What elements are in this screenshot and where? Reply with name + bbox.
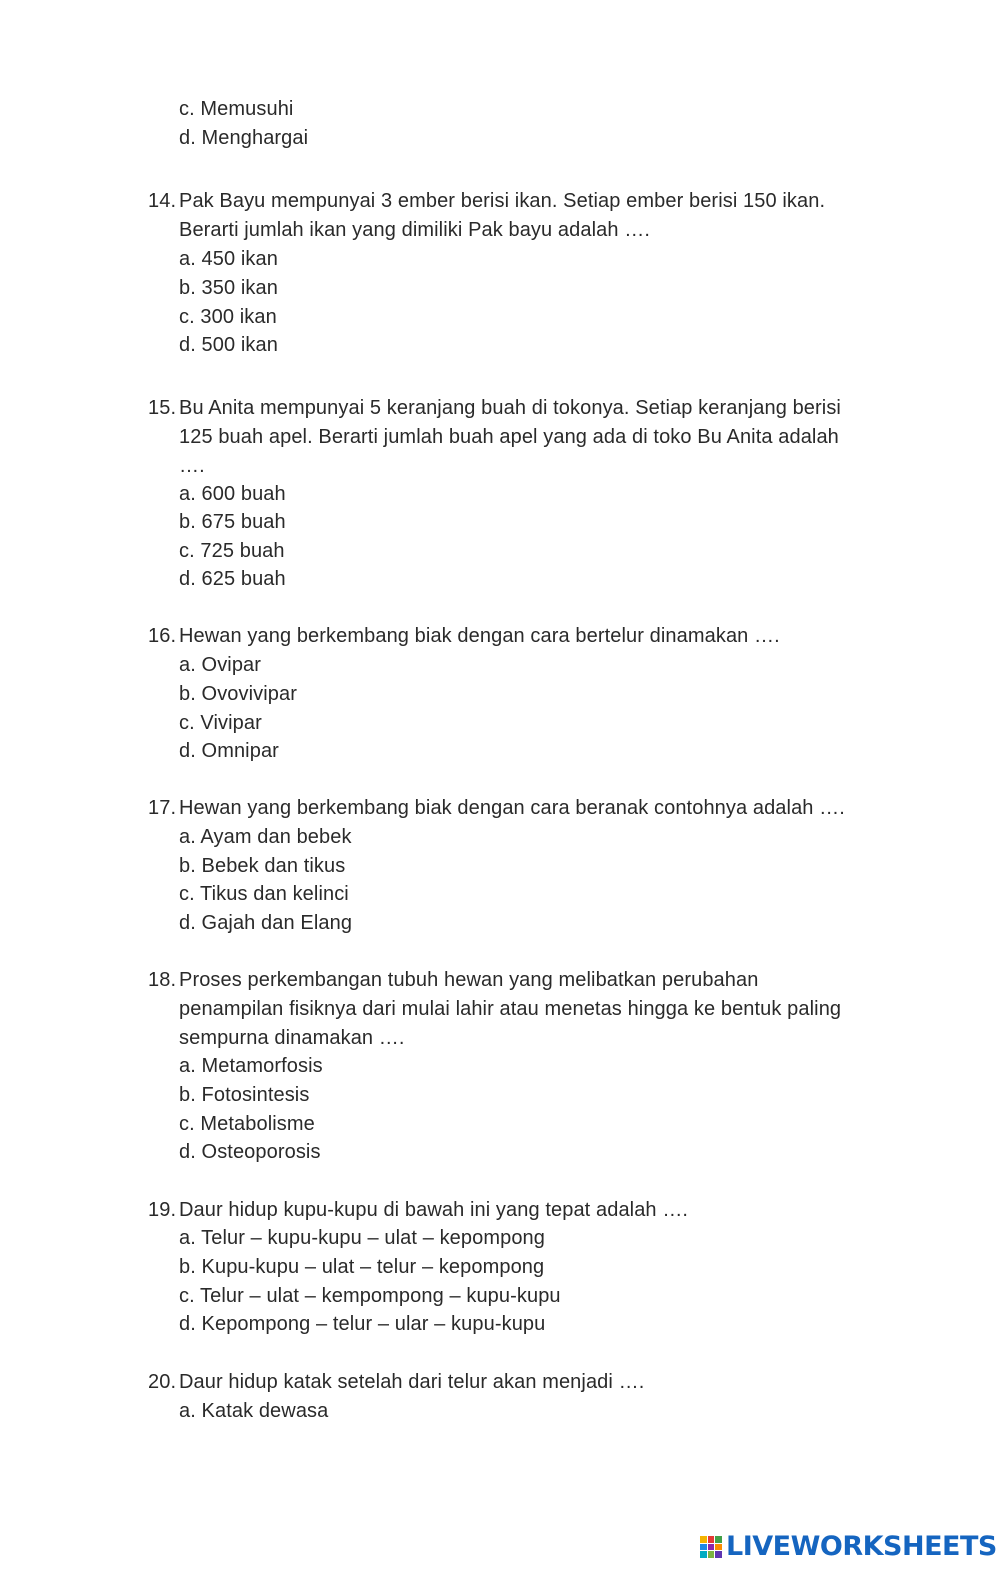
q20-text-line-1: Daur hidup katak setelah dari telur akan menjadi …. — [179, 1371, 645, 1393]
q17-text-line-1: Hewan yang berkembang biak dengan cara beranak contohnya adalah …. — [179, 797, 845, 819]
q13-option-d: d. Menghargai — [179, 127, 309, 149]
q15-option-a: a. 600 buah — [179, 483, 286, 505]
q19-number: 19. — [148, 1199, 177, 1221]
q19-option-a: a. Telur – kupu-kupu – ulat – kepompong — [179, 1227, 545, 1249]
q19-option-d: d. Kepompong – telur – ular – kupu-kupu — [179, 1313, 546, 1335]
q16-text-line-1: Hewan yang berkembang biak dengan cara bertelur dinamakan …. — [179, 625, 780, 647]
q14-number: 14. — [148, 190, 177, 212]
q16-option-d: d. Omnipar — [179, 740, 279, 762]
q14-option-d: d. 500 ikan — [179, 334, 278, 356]
q18-option-d: d. Osteoporosis — [179, 1141, 321, 1163]
q17-option-a: a. Ayam dan bebek — [179, 826, 352, 848]
q17-option-d: d. Gajah dan Elang — [179, 912, 353, 934]
q19-option-c: c. Telur – ulat – kempompong – kupu-kupu — [179, 1285, 561, 1307]
brand-text: LIVEWORKSHEETS — [726, 1531, 997, 1562]
q18-number: 18. — [148, 969, 177, 991]
logo-square — [708, 1536, 715, 1543]
q14-option-a: a. 450 ikan — [179, 248, 278, 270]
logo-square — [708, 1551, 715, 1558]
q18-option-c: c. Metabolisme — [179, 1113, 315, 1135]
q15-text-line-3: …. — [179, 455, 205, 477]
logo-square — [700, 1551, 707, 1558]
q15-option-b: b. 675 buah — [179, 511, 286, 533]
q16-option-a: a. Ovipar — [179, 654, 262, 676]
liveworksheets-brand[interactable] — [700, 1533, 997, 1561]
q18-text-line-1: Proses perkembangan tubuh hewan yang melibatkan perubahan — [179, 969, 759, 991]
q18-text-line-2: penampilan fisiknya dari mulai lahir atau menetas hingga ke bentuk paling — [179, 998, 842, 1020]
q14-text-line-1: Pak Bayu mempunyai 3 ember berisi ikan. Setiap ember berisi 150 ikan. — [179, 190, 826, 212]
q16-option-c: c. Vivipar — [179, 712, 262, 734]
q17-number: 17. — [148, 797, 177, 819]
q14-option-c: c. 300 ikan — [179, 306, 277, 328]
q17-option-c: c. Tikus dan kelinci — [179, 883, 349, 905]
q18-option-b: b. Fotosintesis — [179, 1084, 310, 1106]
q19-text-line-1: Daur hidup kupu-kupu di bawah ini yang tepat adalah …. — [179, 1199, 689, 1221]
q15-text-line-1: Bu Anita mempunyai 5 keranjang buah di tokonya. Setiap keranjang berisi — [179, 397, 841, 419]
liveworksheets-logo-icon — [700, 1536, 722, 1558]
q15-text-line-2: 125 buah apel. Berarti jumlah buah apel yang ada di toko Bu Anita adalah — [179, 426, 839, 448]
q18-option-a: a. Metamorfosis — [179, 1055, 323, 1077]
q16-number: 16. — [148, 625, 177, 647]
logo-square — [708, 1544, 715, 1551]
q20-option-a: a. Katak dewasa — [179, 1400, 329, 1422]
q13-option-c: c. Memusuhi — [179, 98, 294, 120]
q14-option-b: b. 350 ikan — [179, 277, 278, 299]
q14-text-line-2: Berarti jumlah ikan yang dimiliki Pak bayu adalah …. — [179, 219, 650, 241]
q15-option-d: d. 625 buah — [179, 568, 286, 590]
logo-square — [715, 1551, 722, 1558]
logo-square — [715, 1544, 722, 1551]
logo-square — [700, 1544, 707, 1551]
logo-square — [700, 1536, 707, 1543]
q18-text-line-3: sempurna dinamakan …. — [179, 1027, 405, 1049]
q15-number: 15. — [148, 397, 177, 419]
q20-number: 20. — [148, 1371, 177, 1393]
q15-option-c: c. 725 buah — [179, 540, 285, 562]
q16-option-b: b. Ovovivipar — [179, 683, 298, 705]
q19-option-b: b. Kupu-kupu – ulat – telur – kepompong — [179, 1256, 545, 1278]
logo-square — [715, 1536, 722, 1543]
q17-option-b: b. Bebek dan tikus — [179, 855, 346, 877]
